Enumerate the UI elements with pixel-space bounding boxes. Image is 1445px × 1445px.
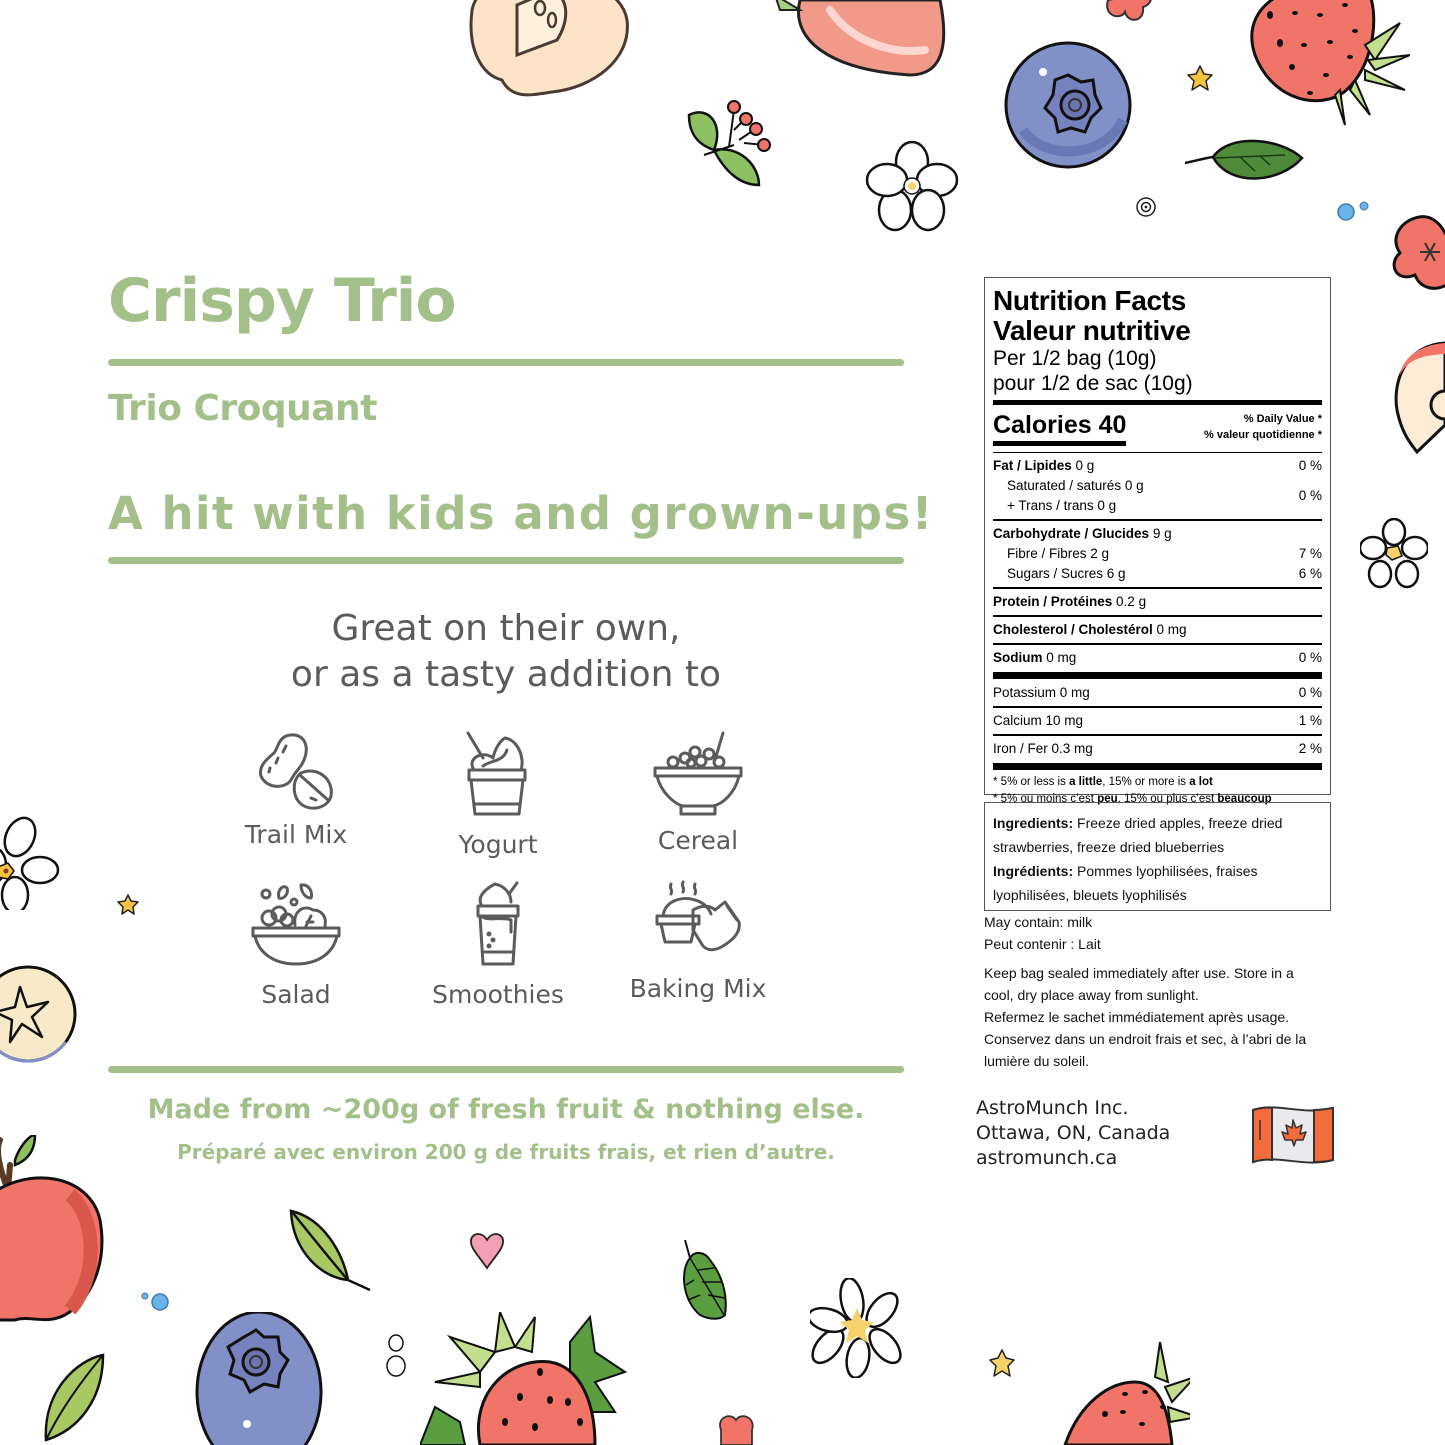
storage-instructions	[984, 962, 1324, 1072]
red-flower-illustration	[1390, 213, 1445, 293]
use-item-smoothies	[398, 880, 598, 1009]
nutrient-dv: 6 %	[1298, 566, 1322, 581]
product-title: Crispy Trio	[108, 266, 456, 336]
nutrient-row-potassium	[993, 683, 1322, 703]
pink-heart-illustration	[468, 1230, 506, 1270]
green-leaf-illustration	[1185, 133, 1305, 188]
red-flower-small-illustration	[1103, 0, 1155, 28]
use-item-yogurt	[398, 728, 598, 859]
ingredients-box	[984, 802, 1331, 911]
nutrient-dv: 2 %	[1298, 741, 1322, 756]
divider-thick	[993, 672, 1322, 679]
use-label: Baking Mix	[629, 974, 767, 1003]
company-name: AstroMunch Inc.	[976, 1097, 1129, 1119]
nutrient-dv: 7 %	[1298, 546, 1322, 561]
dv-fr: % valeur quotidienne *	[1204, 429, 1322, 441]
footnote-bold: beaucoup	[1217, 793, 1272, 805]
ingredients-fr	[993, 859, 1322, 907]
white-flower-left-illustration	[0, 815, 60, 910]
yellow-star-left-illustration	[116, 893, 140, 917]
cereal-bowl-icon	[653, 728, 743, 816]
divider	[993, 734, 1322, 736]
serving-size-fr: pour 1/2 de sac (10g)	[993, 372, 1193, 395]
use-item-trail-mix	[196, 728, 396, 849]
salad-bowl-icon	[251, 880, 341, 970]
allergens	[984, 911, 1101, 955]
nutrient-label: Cholesterol / Cholestérol	[993, 622, 1153, 637]
nutrient-row-calcium	[993, 711, 1322, 731]
rings-bottom-illustration	[383, 1333, 409, 1381]
nutrient-amount: 0.2 g	[1116, 594, 1147, 609]
nutrient-label: Sugars / Sucres 6 g	[1007, 566, 1126, 581]
ingredients-text: Pommes lyophilisées, fraises lyophilisées, bleuets lyophilisés	[993, 863, 1258, 903]
divider-thick	[993, 763, 1322, 770]
nutrient-label: Potassium 0 mg	[993, 685, 1090, 700]
daily-value-header	[1204, 411, 1322, 443]
nutrient-label: Calcium 10 mg	[993, 713, 1084, 728]
strawberry-bottom-right-illustration	[1050, 1342, 1190, 1445]
red-apple-illustration	[0, 1135, 110, 1325]
use-label: Salad	[261, 980, 331, 1009]
nutrient-dv: 1 %	[1298, 713, 1322, 728]
footnote-bold: a little	[1069, 776, 1103, 788]
footnote-text: , 15% ou plus c’est	[1117, 793, 1218, 805]
smoothie-glass-icon	[473, 880, 523, 970]
divider	[993, 615, 1322, 617]
nutrient-row-saturated-trans	[993, 476, 1322, 516]
canada-flag-icon	[1248, 1102, 1338, 1168]
divider	[993, 452, 1322, 453]
nutrient-row-sodium	[993, 648, 1322, 668]
nutrient-row-cholesterol	[993, 620, 1322, 640]
green-leaf-serrated-illustration	[680, 1240, 728, 1320]
nutrient-label: + Trans / trans 0 g	[1007, 498, 1117, 513]
company-website[interactable]: astromunch.ca	[976, 1147, 1118, 1169]
divider-tagline	[108, 557, 904, 564]
apple-slice-illustration	[462, 0, 634, 115]
made-from-text: Made from ~200g of fresh fruit & nothing else.	[147, 1094, 865, 1125]
allergen-fr: Peut contenir : Lait	[984, 936, 1101, 952]
footnote-bold: peu	[1097, 793, 1118, 805]
company-location: Ottawa, ON, Canada	[976, 1122, 1171, 1144]
nutrient-label: Saturated / saturés 0 g	[1007, 478, 1144, 493]
divider	[993, 519, 1322, 521]
tagline: A hit with kids and grown-ups!	[108, 487, 934, 540]
use-item-salad	[196, 880, 396, 1009]
berry-sprig-illustration	[684, 95, 779, 190]
footnote-text: * 5% or less is	[993, 776, 1070, 788]
use-item-cereal	[598, 728, 798, 855]
divider	[993, 587, 1322, 589]
made-from-text-fr: Préparé avec environ 200 g de fruits frais, et rien d’autre.	[177, 1140, 835, 1164]
yogurt-cup-icon	[463, 728, 533, 820]
nutrient-row-iron	[993, 739, 1322, 759]
use-item-baking-mix	[598, 880, 798, 1003]
use-label: Smoothies	[432, 980, 564, 1009]
nutrient-dv: 0 %	[1298, 488, 1322, 503]
nutrient-amount: 9 g	[1152, 526, 1172, 541]
nutrient-row-protein	[993, 592, 1322, 612]
divider-bottom	[108, 1066, 904, 1073]
bubbles-illustration	[1335, 198, 1370, 223]
ingredients-text: Freeze dried apples, freeze dried strawberries, freeze dried blueberries	[993, 815, 1283, 855]
divider-thick	[993, 400, 1322, 405]
strawberry-bottom-illustration	[420, 1312, 630, 1445]
yellow-star-bottom-illustration	[988, 1348, 1016, 1380]
divider	[993, 643, 1322, 645]
product-title-fr: Trio Croquant	[108, 388, 377, 429]
footnote-bold: a lot	[1189, 776, 1213, 788]
red-flower-bottom-illustration	[716, 1412, 758, 1445]
footnote-text: * 5% ou moins c’est	[993, 793, 1098, 805]
yellow-star-illustration	[1186, 64, 1214, 92]
serving-size-en: Per 1/2 bag (10g)	[993, 347, 1157, 370]
green-leaf-bottom-left-illustration	[38, 1350, 108, 1445]
nutrient-label: Sodium	[993, 650, 1043, 665]
nutrition-heading-fr: Valeur nutritive	[993, 315, 1191, 346]
nutrient-dv: 0 %	[1298, 685, 1322, 700]
intro-text	[108, 606, 904, 698]
ingredients-label: Ingrédients:	[993, 863, 1074, 879]
ingredients-en	[993, 811, 1322, 859]
apple-star-slice-illustration	[0, 962, 80, 1067]
nutrient-row-carbohydrate	[993, 524, 1322, 544]
nutrient-amount: 0 mg	[1046, 650, 1077, 665]
blueberry-bottom-illustration	[192, 1312, 326, 1445]
strawberry-half-illustration	[740, 0, 955, 80]
footnote-en	[993, 774, 1322, 791]
bubbles-bottom-illustration	[140, 1290, 172, 1314]
white-flower-right-illustration	[1360, 518, 1428, 590]
white-flower-illustration	[865, 140, 960, 235]
footnote-text: , 15% or more is	[1102, 776, 1190, 788]
nutrient-label: Fat / Lipides	[993, 458, 1072, 473]
baking-mitt-icon	[653, 880, 743, 964]
use-label: Cereal	[657, 826, 739, 855]
nutrient-label: Fibre / Fibres 2 g	[1007, 546, 1110, 561]
divider-top	[108, 359, 904, 366]
nutrient-dv: 0 %	[1298, 650, 1322, 665]
storage-fr: Refermez le sachet immédiatement après usage. Conservez dans un endroit frais et sec, à l’abri de la lumière du soleil.	[984, 1009, 1307, 1069]
nutrient-amount: 0 g	[1075, 458, 1095, 473]
peanut-hazelnut-icon	[256, 728, 336, 810]
nutrient-label: Carbohydrate / Glucides	[993, 526, 1150, 541]
spiral-illustration	[1135, 196, 1157, 218]
intro-line-1: Great on their own,	[331, 608, 681, 649]
nutrient-row-fibre	[993, 544, 1322, 564]
divider	[993, 706, 1322, 708]
nutrition-facts-panel	[984, 277, 1331, 805]
apple-slice-right-illustration	[1392, 340, 1445, 455]
nutrient-row-sugars	[993, 564, 1322, 584]
nutrient-row-fat	[993, 456, 1322, 476]
nutrient-label: Iron / Fer 0.3 mg	[993, 741, 1093, 756]
storage-en: Keep bag sealed immediately after use. Store in a cool, dry place away from sunlight.	[984, 965, 1294, 1003]
blueberry-illustration	[1003, 40, 1133, 170]
white-flower-bottom-illustration	[810, 1278, 905, 1378]
nutrient-dv: 0 %	[1298, 458, 1322, 473]
strawberry-illustration	[1240, 0, 1410, 130]
calories-row	[993, 411, 1322, 446]
use-label: Yogurt	[458, 830, 538, 859]
company-info	[976, 1096, 1170, 1171]
green-leaf-bottom-illustration	[288, 1208, 373, 1293]
dv-en: % Daily Value *	[1243, 413, 1322, 425]
ingredients-label: Ingredients:	[993, 815, 1074, 831]
intro-line-2: or as a tasty addition to	[290, 654, 722, 695]
use-label: Trail Mix	[244, 820, 348, 849]
nutrition-heading-en: Nutrition Facts	[993, 285, 1187, 316]
nutrient-amount: 0 mg	[1156, 622, 1187, 637]
calories: Calories 40	[993, 411, 1126, 446]
allergen-en: May contain: milk	[984, 914, 1093, 930]
nutrient-label: Protein / Protéines	[993, 594, 1113, 609]
